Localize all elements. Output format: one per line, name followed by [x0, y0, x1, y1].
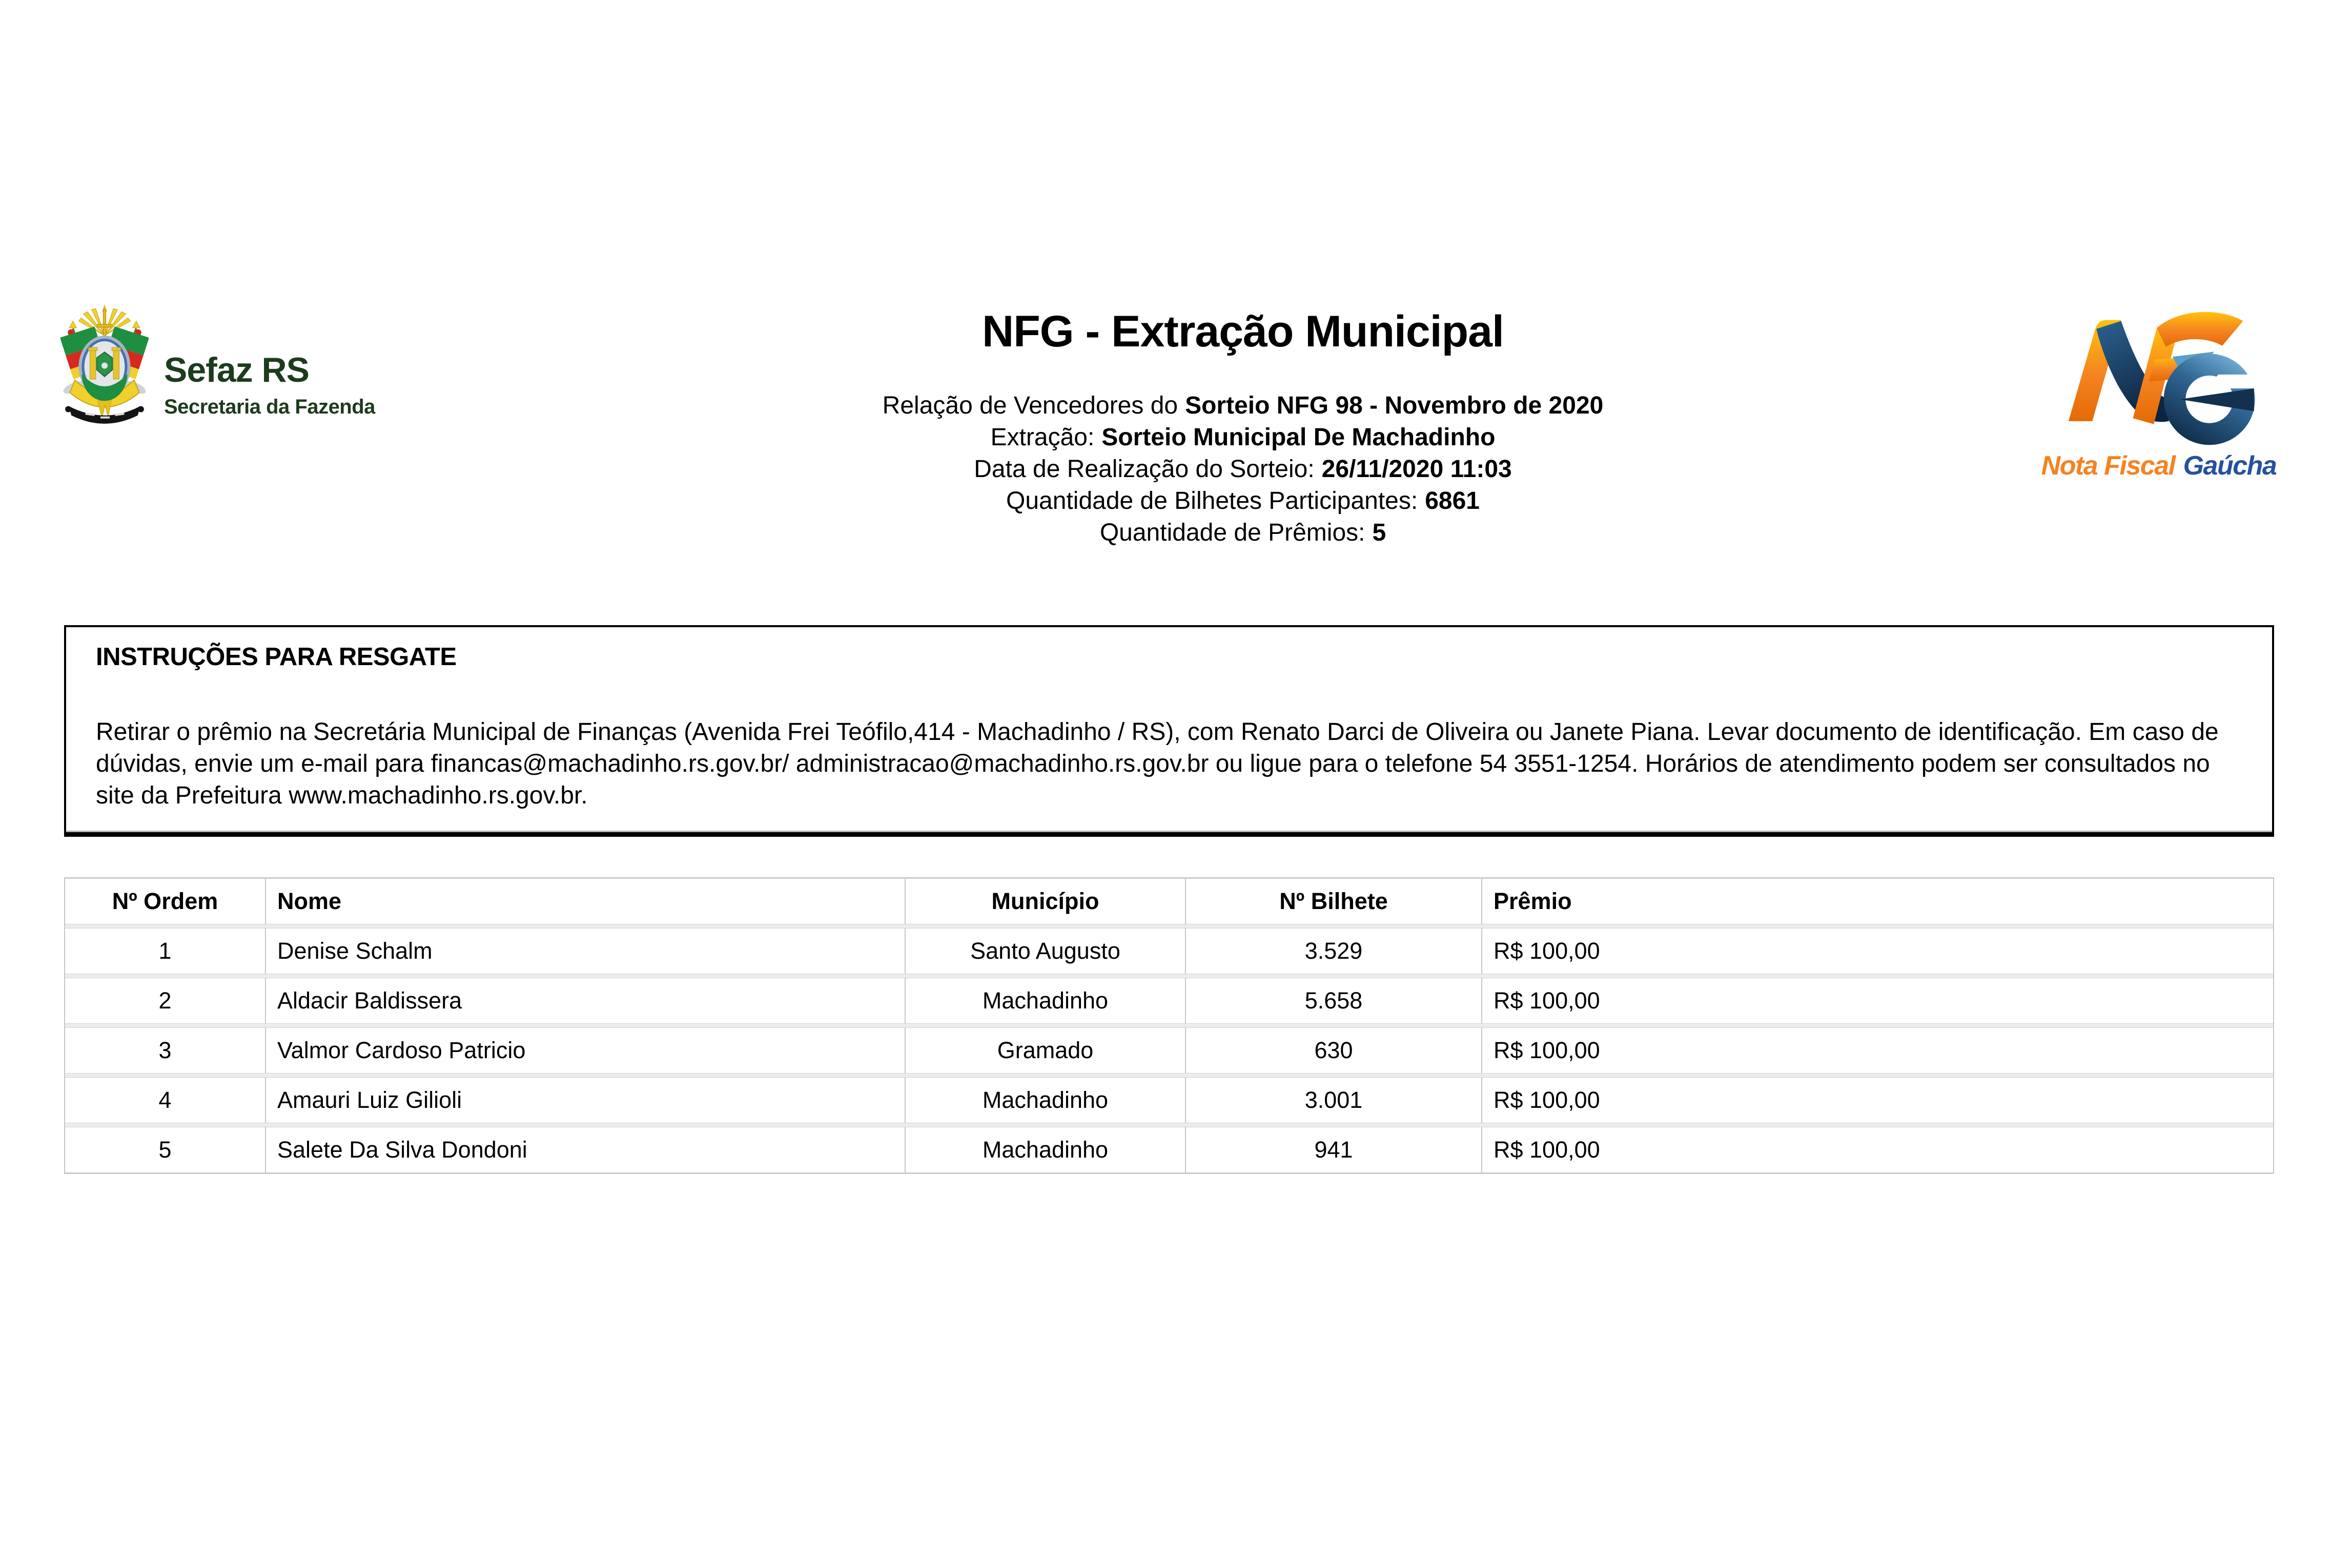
header-info-line	[589, 517, 1896, 549]
sefaz-subtitle: Secretaria da Fazenda	[164, 396, 375, 418]
cell-premio: R$ 100,00	[1494, 1087, 1600, 1113]
cell-nome: Denise Schalm	[266, 929, 906, 974]
cell-nome: Valmor Cardoso Patricio	[266, 1028, 906, 1073]
cell-nome: Aldacir Baldissera	[266, 978, 906, 1023]
info-value: 26/11/2020 11:03	[1321, 456, 1512, 483]
header-info-line	[589, 485, 1896, 517]
nfg-caption-gaucha: Gaúcha	[2183, 451, 2277, 481]
sefaz-name: Sefaz RS	[164, 350, 309, 389]
table-row	[65, 928, 2273, 974]
header-info-line	[589, 390, 1896, 422]
sefaz-crest-icon	[60, 303, 149, 425]
nfg-logo	[2036, 296, 2282, 481]
info-label: Quantidade de Bilhetes Participantes:	[1006, 487, 1418, 514]
cell-premio: R$ 100,00	[1494, 1137, 1600, 1163]
header-info-line	[589, 422, 1896, 453]
table-row	[65, 1027, 2273, 1074]
cell-premio: R$ 100,00	[1494, 987, 1600, 1014]
nfg-caption	[2036, 450, 2282, 481]
header-info-line	[589, 453, 1896, 485]
sefaz-logo	[60, 303, 375, 425]
info-value: Sorteio NFG 98 - Novembro de 2020	[1185, 392, 1604, 419]
cell-bilhete: 3.529	[1186, 929, 1482, 974]
cell-nome: Salete Da Silva Dondoni	[266, 1127, 906, 1172]
table-row	[65, 978, 2273, 1024]
info-label: Data de Realização do Sorteio:	[974, 456, 1315, 483]
cell-ordem: 5	[65, 1127, 266, 1172]
info-value: Sorteio Municipal De Machadinho	[1101, 424, 1496, 451]
instructions-box	[64, 625, 2274, 837]
report-header	[589, 306, 1896, 549]
col-header-bilhete: Nº Bilhete	[1186, 879, 1482, 924]
info-label: Quantidade de Prêmios:	[1099, 519, 1365, 546]
info-value: 6861	[1425, 487, 1480, 514]
cell-municipio: Machadinho	[906, 1078, 1186, 1123]
cell-ordem: 4	[65, 1078, 266, 1123]
cell-municipio: Machadinho	[906, 978, 1186, 1023]
winners-table	[64, 877, 2274, 1174]
cell-ordem: 3	[65, 1028, 266, 1073]
col-header-municipio: Município	[906, 879, 1186, 924]
page-title: NFG - Extração Municipal	[982, 307, 1504, 356]
cell-premio: R$ 100,00	[1494, 1037, 1600, 1063]
cell-ordem: 1	[65, 929, 266, 974]
cell-municipio: Machadinho	[906, 1127, 1186, 1172]
col-header-nome: Nome	[266, 879, 906, 924]
instructions-title: INSTRUÇÕES PARA RESGATE	[96, 643, 457, 671]
info-label: Relação de Vencedores do	[882, 392, 1178, 419]
col-header-ordem: Nº Ordem	[65, 879, 266, 924]
cell-premio: R$ 100,00	[1494, 938, 1600, 964]
table-header-row	[65, 878, 2273, 924]
cell-municipio: Gramado	[906, 1028, 1186, 1073]
cell-bilhete: 630	[1186, 1028, 1482, 1073]
nfg-caption-nota-fiscal: Nota Fiscal	[2041, 451, 2175, 481]
sefaz-text-block	[164, 350, 375, 419]
cell-bilhete: 3.001	[1186, 1078, 1482, 1123]
cell-bilhete: 941	[1186, 1127, 1482, 1172]
instructions-body: Retirar o prêmio na Secretária Municipal de Finanças (Avenida Frei Teófilo,414 - Machadinho / RS), com Renato Darci de Oliveira ou Janete Piana. Levar documento de identificação. Em caso de dúvidas, envie um e-mail para financas@machadinho.rs.gov.br/ administracao@machadinho.rs.gov.br ou ligue para o telefone 54 3551-1254. Horários de atendimento podem ser consultados no site da Prefeitura www.machadinho.rs.gov.br.	[96, 718, 2219, 809]
info-value: 5	[1372, 519, 1386, 546]
cell-ordem: 2	[65, 978, 266, 1023]
table-row	[65, 1127, 2273, 1173]
col-header-premio: Prêmio	[1494, 888, 1572, 914]
cell-bilhete: 5.658	[1186, 978, 1482, 1023]
info-label: Extração:	[990, 424, 1095, 451]
cell-nome: Amauri Luiz Gilioli	[266, 1078, 906, 1123]
table-row	[65, 1077, 2273, 1123]
nfg-mark-icon	[2051, 296, 2266, 450]
cell-municipio: Santo Augusto	[906, 929, 1186, 974]
